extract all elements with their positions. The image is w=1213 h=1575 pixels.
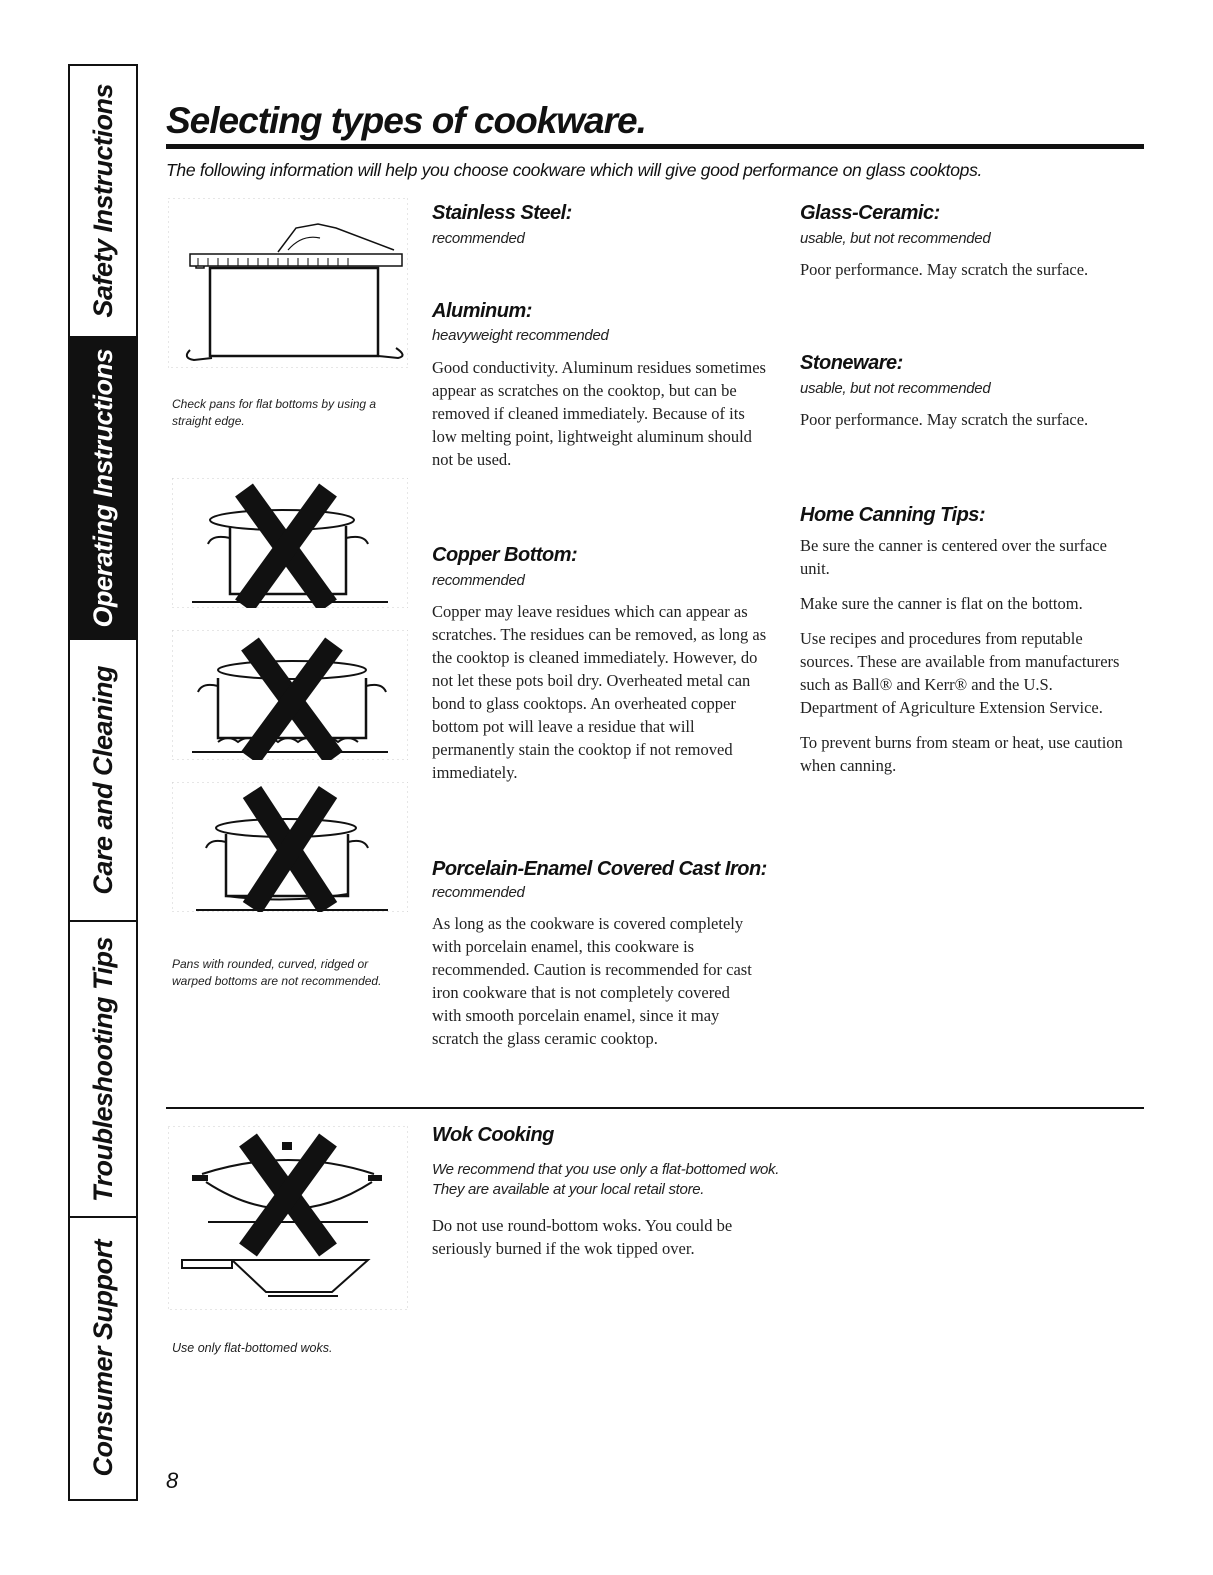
stainless-steel-rating: recommended <box>432 230 525 247</box>
title-divider <box>166 144 1144 149</box>
straight-edge-pan-illustration <box>168 198 408 368</box>
wok-cooking-recommendation: We recommend that you use only a flat-bottomed wok. They are available at your local retail store. <box>432 1161 780 1198</box>
stainless-steel-heading: Stainless Steel: <box>432 202 572 224</box>
warped-bottom-pot-x-illustration <box>172 782 408 912</box>
canning-tip: To prevent burns from steam or heat, use caution when canning. <box>800 733 1123 775</box>
tab-label: Operating Instructions <box>87 348 118 628</box>
aluminum-heading: Aluminum: <box>432 300 532 322</box>
porcelain-enamel-body: As long as the cookware is covered completely with porcelain enamel, this cookware is recommended. Caution is recommended for cast iron cookware that is not completely covered with smooth porcelain enamel, since it may scratch the glass ceramic cooktop. <box>432 914 752 1048</box>
tab-consumer-support[interactable] <box>70 1218 136 1499</box>
glass-ceramic-body: Poor performance. May scratch the surface. <box>800 260 1089 279</box>
copper-bottom-heading: Copper Bottom: <box>432 544 578 566</box>
canning-tip: Make sure the canner is flat on the bottom. <box>800 594 1083 613</box>
section-tabs <box>68 64 138 1501</box>
wok-cooking-heading: Wok Cooking <box>432 1124 554 1146</box>
curved-bottom-pot-x-illustration <box>172 478 408 608</box>
tab-troubleshooting-tips[interactable] <box>70 922 136 1218</box>
tab-label: Consumer Support <box>87 1240 118 1477</box>
aluminum-rating: heavyweight recommended <box>432 327 609 344</box>
rounded-bottom-caption: Pans with rounded, curved, ridged or warped bottoms are not recommended. <box>172 957 382 988</box>
tab-label: Troubleshooting Tips <box>87 936 118 1202</box>
tab-label: Safety Instructions <box>87 84 118 318</box>
aluminum-body: Good conductivity. Aluminum residues sometimes appear as scratches on the cooktop, but can be removed if cleaned immediately. Because of its low melting point, lightweight aluminum should not be used. <box>432 358 766 469</box>
canning-tip: Be sure the canner is centered over the surface unit. <box>800 536 1107 578</box>
flat-bottom-caption: Check pans for flat bottoms by using a straight edge. <box>172 397 377 428</box>
ridged-bottom-pot-x-illustration <box>172 630 408 760</box>
home-canning-heading: Home Canning Tips: <box>800 504 986 526</box>
porcelain-enamel-rating: recommended <box>432 884 525 901</box>
page-number: 8 <box>166 1468 179 1493</box>
tab-operating-instructions[interactable] <box>70 338 136 640</box>
wok-illustration <box>168 1126 408 1310</box>
intro-text: The following information will help you choose cookware which will give good performance on glass cooktops. <box>166 160 983 180</box>
stoneware-heading: Stoneware: <box>800 352 903 374</box>
glass-ceramic-heading: Glass-Ceramic: <box>800 202 940 224</box>
section-divider <box>166 1107 1144 1109</box>
tab-care-and-cleaning[interactable] <box>70 640 136 922</box>
stoneware-body: Poor performance. May scratch the surface. <box>800 410 1089 429</box>
home-canning-body <box>800 534 1130 789</box>
stoneware-rating: usable, but not recommended <box>800 380 991 397</box>
canning-tip: Use recipes and procedures from reputable sources. These are available from manufacturers such as Ball® and Kerr® and the U.S. Department of Agriculture Extension Service. <box>800 629 1120 717</box>
tab-safety-instructions[interactable] <box>70 66 136 338</box>
copper-bottom-rating: recommended <box>432 572 525 589</box>
glass-ceramic-rating: usable, but not recommended <box>800 230 991 247</box>
porcelain-enamel-heading: Porcelain-Enamel Covered Cast Iron: <box>432 858 767 880</box>
copper-bottom-body: Copper may leave residues which can appear as scratches. The residues can be removed, as long as the cooktop is cleaned immediately. However, do not let these pots boil dry. Overheated metal can bond to glass cooktops. An overheated copper bottom pot will leave a residue that will permanently stain the cooktop if not removed immediately. <box>432 602 767 782</box>
page-title: Selecting types of cookware. <box>166 100 646 141</box>
tab-label: Care and Cleaning <box>87 665 118 895</box>
wok-caption: Use only flat-bottomed woks. <box>172 1341 333 1355</box>
wok-cooking-body: Do not use round-bottom woks. You could be seriously burned if the wok tipped over. <box>432 1216 733 1258</box>
